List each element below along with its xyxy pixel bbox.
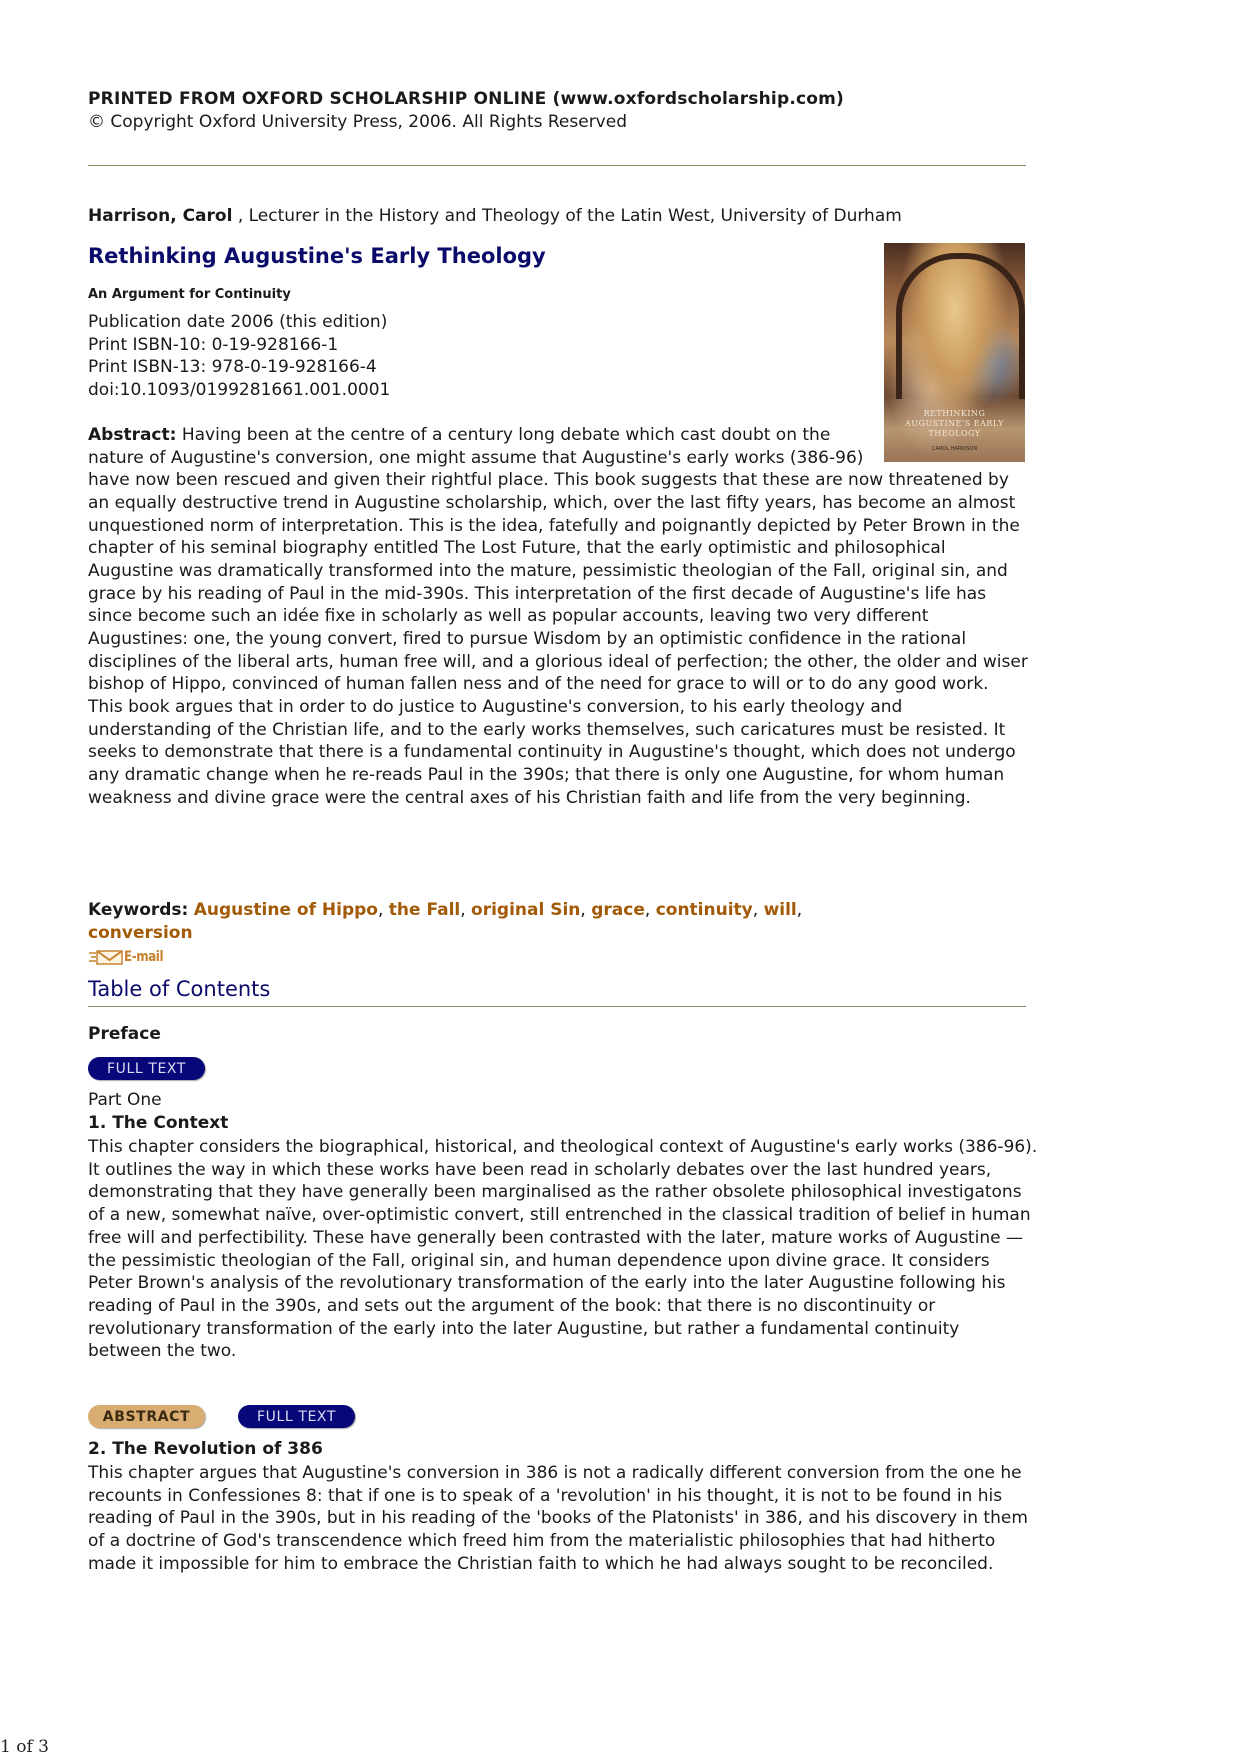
toc-title: Table of Contents xyxy=(88,977,271,1001)
keywords xyxy=(88,899,988,944)
keyword-link[interactable]: Augustine of Hippo xyxy=(193,900,378,920)
keyword-link[interactable]: grace xyxy=(591,900,645,920)
envelope-icon xyxy=(88,950,124,965)
chapter-1-abstract-button[interactable]: ABSTRACT xyxy=(88,1405,205,1428)
abstract-label: Abstract: xyxy=(88,425,177,445)
cover-author-text: CAROL HARRISON xyxy=(931,446,978,452)
keyword-separator: , xyxy=(580,900,592,920)
publication-date: Publication date 2006 (this edition) xyxy=(88,312,388,332)
author-affiliation: , Lecturer in the History and Theology of the Latin West, University of Durham xyxy=(232,206,902,226)
keyword-separator: , xyxy=(796,900,803,920)
toc-chapter-2-title: 2. The Revolution of 386 xyxy=(88,1439,323,1459)
toc-chapter-1-title: 1. The Context xyxy=(88,1113,229,1133)
publication-info xyxy=(88,311,390,402)
keyword-link[interactable]: will xyxy=(763,900,797,920)
cover-arch-decoration xyxy=(896,253,1025,399)
toc-preface-title: Preface xyxy=(88,1024,161,1044)
header-divider xyxy=(88,165,1026,166)
chapter-1-full-text-button[interactable]: FULL TEXT xyxy=(238,1405,355,1428)
keywords-label: Keywords: xyxy=(88,900,189,920)
preface-full-text-button[interactable]: FULL TEXT xyxy=(88,1057,205,1080)
toc-chapter-1-description: This chapter considers the biographical, historical, and theological context of Augustine's early works (386-96). It outlines the way in which these works have been read in scholarly debates over the last hundred years, demonstrating that they have generally been marginalised as the rather obsolete philosophical investigatons of a new, somewhat naïve, over-optimistic convert, still entrenched in the classical tradition of belief in human free will and perfectibility. These have generally been contrasted with the later, mature works of Augustine — the pessimistic theologian of the Fall, original sin, and human dependence upon divine grace. It considers Peter Brown's analysis of the revolutionary transformation of the early into the later Augustine following his reading of Paul in the 390s, and sets out the argument of the book: that there is no discontinuity or revolutionary transformation of the early into the later Augustine, but rather a fundamental continuity between the two. xyxy=(88,1137,1038,1362)
doi: doi:10.1093/0199281661.001.0001 xyxy=(88,380,391,401)
book-title: Rethinking Augustine's Early Theology xyxy=(88,244,546,268)
keyword-link[interactable]: original Sin xyxy=(471,900,581,920)
keyword-link[interactable]: continuity xyxy=(655,900,753,920)
isbn-10: Print ISBN-10: 0-19-928166-1 xyxy=(88,334,339,355)
keyword-link[interactable]: the Fall xyxy=(388,900,461,920)
isbn-13: Print ISBN-13: 978-0-19-928166-4 xyxy=(88,357,377,378)
keyword-link[interactable]: conversion xyxy=(88,922,193,943)
abstract-text: Having been at the centre of a century long debate which cast doubt on the nature of Augustine's conversion, one might assume that Augustine's early works (386-96) have now been rescued and given their rightful place. This book suggests that these are now threatened by an equally destructive trend in Augustine scholarship, which, over the last fifty years, has become an almost unquestioned norm of interpretation. This is the idea, fatefully and poignantly depicted by Peter Brown in the chapter of his seminal biography entitled The Lost Future, that the early optimistic and philosophical Augustine was dramatically transformed into the mature, pessimistic theologian of the Fall, original sin, and grace by his reading of Paul in the mid-390s. This interpretation of the first decade of Augustine's life has since become such an idée fixe in scholarly as well as popular accounts, leaving two very different Augustines: one, the young convert, fired to pursue Wisdom by an optimistic confidence in the rational disciplines of the liberal arts, human free will, and a glorious ideal of perfection; the other, the older and wiser bishop of Hippo, convinced of human fallen ness and of the need for grace to will or to do any good work. This book argues that in order to do justice to Augustine's conversion, to his early theology and understanding of the Christian life, and to the early works themselves, such caricatures must be resisted. It seeks to demonstrate that there is a fundamental continuity in Augustine's thought, which does not undergo any dramatic change when he re-reads Paul in the 390s; that there is only one Augustine, for whom human weakness and divine grace were the central axes of his Christian faith and life from the very beginning. xyxy=(88,425,1028,808)
author-name: Harrison, Carol xyxy=(88,206,233,226)
toc-divider xyxy=(88,1006,1026,1007)
copyright-notice: © Copyright Oxford University Press, 2006. All Rights Reserved xyxy=(88,112,627,132)
keyword-separator: , xyxy=(644,900,656,920)
cover-title-text: RETHINKING AUGUSTINE'S EARLY THEOLOGY xyxy=(905,409,1004,438)
email-button[interactable] xyxy=(88,945,170,965)
abstract xyxy=(88,424,1028,809)
email-label: E-mail xyxy=(124,949,164,965)
book-subtitle: An Argument for Continuity xyxy=(88,287,291,302)
printed-from-header: PRINTED FROM OXFORD SCHOLARSHIP ONLINE (www.oxfordscholarship.com) xyxy=(88,89,845,109)
toc-part-one: Part One xyxy=(88,1090,162,1110)
author-line xyxy=(88,206,902,226)
page-indicator: 1 of 3 xyxy=(0,1737,49,1757)
toc-chapter-2-description: This chapter argues that Augustine's conversion in 386 is not a radically different conversion from the one he recounts in Confessiones 8: that if one is to speak of a 'revolution' in his thought, it is not to be found in his reading of Paul in the 390s, but in his reading of the 'books of the Platonists' in 386, and his discovery in them of a doctrine of God's transcendence which freed him from the materialistic philosophies that had hitherto made it impossible for him to embrace the Christian faith to which he had always sought to be reconciled. xyxy=(88,1463,1028,1574)
cover-wrap-spacer xyxy=(878,424,1028,464)
keyword-separator: , xyxy=(752,900,764,920)
keyword-separator: , xyxy=(460,900,472,920)
keyword-separator: , xyxy=(377,900,389,920)
